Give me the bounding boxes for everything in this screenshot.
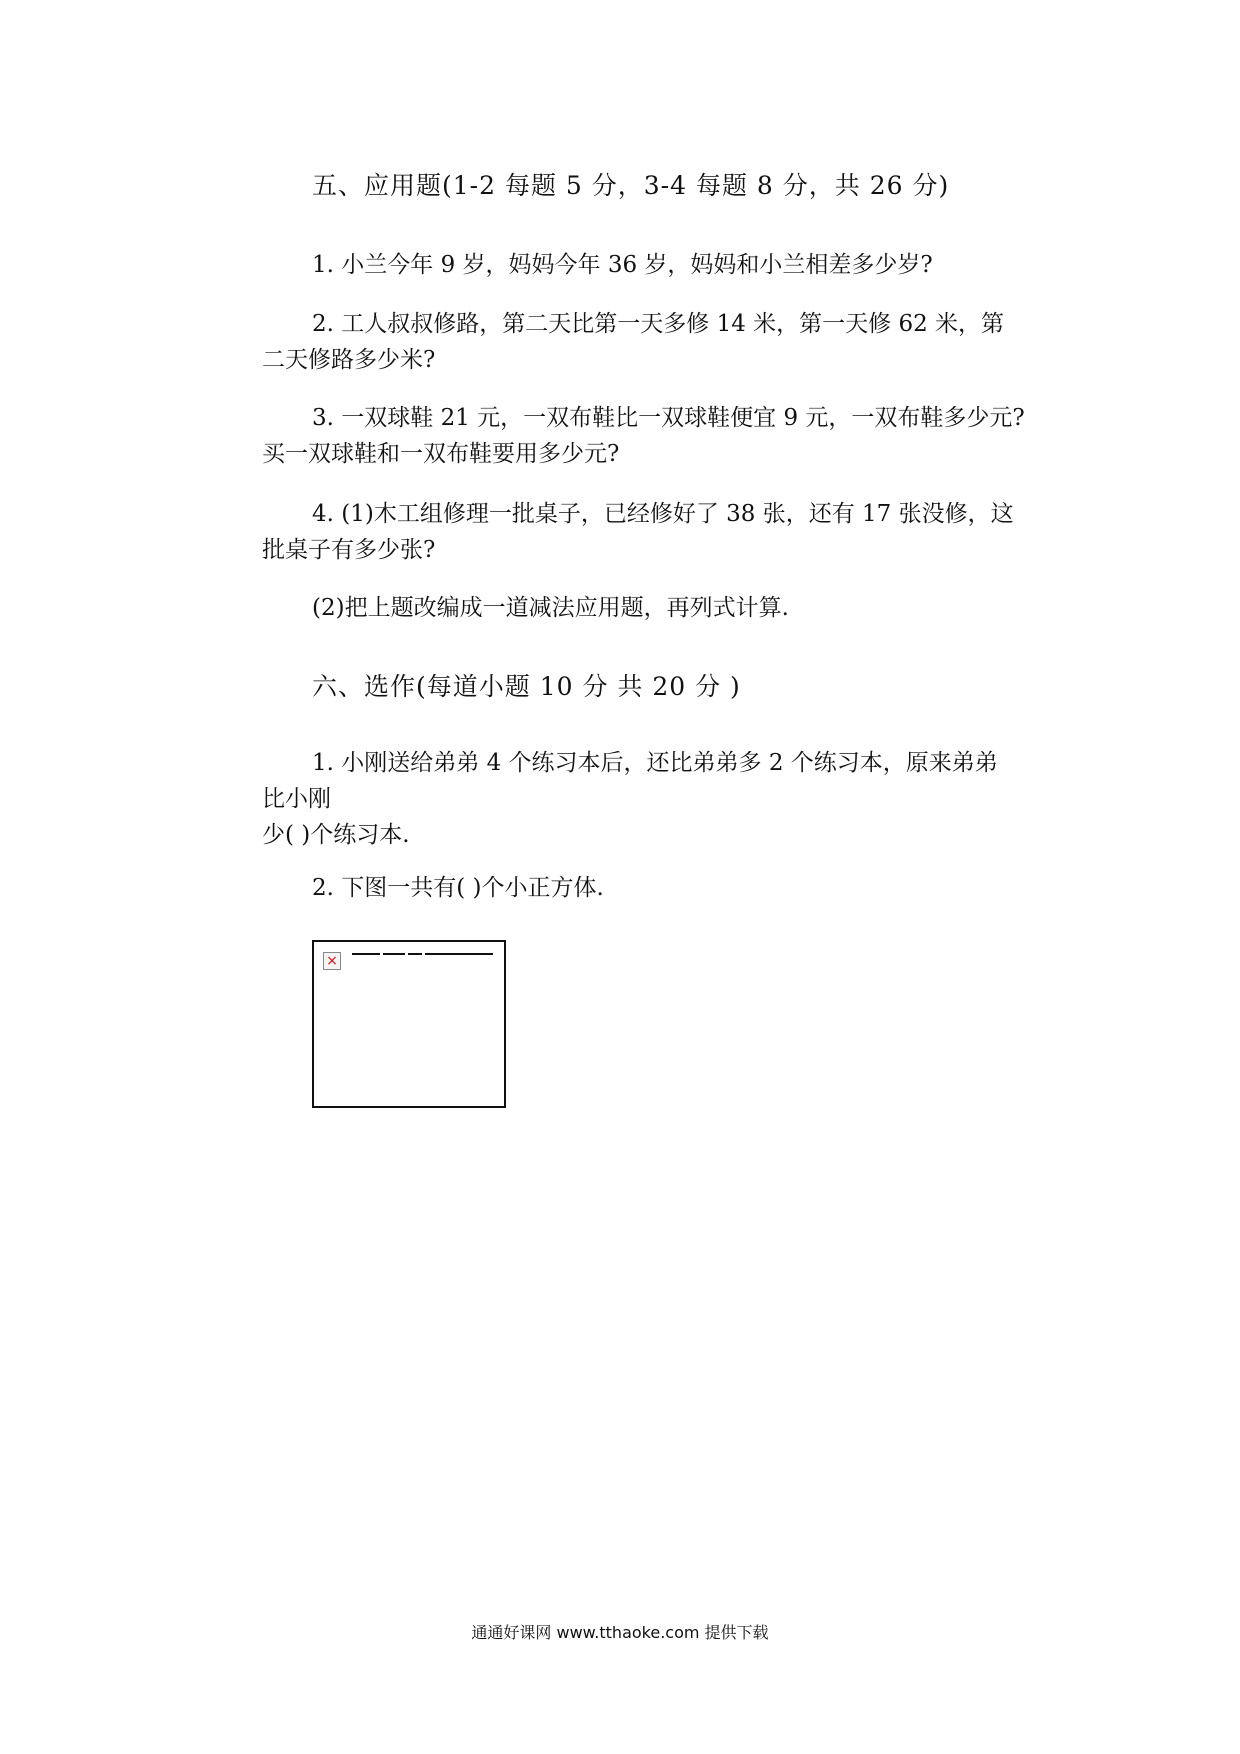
section-6-question-2 [262, 870, 1062, 906]
section-6-question-1 [262, 745, 1062, 853]
question-text: 2. 下图一共有( )个小正方体. [312, 875, 604, 901]
cube-figure-placeholder [312, 940, 506, 1108]
section-6-title: 六、选作(每道小题 10 分 共 20 分 ) [312, 672, 741, 701]
question-text-line-1: 1. 小刚送给弟弟 4 个练习本后，还比弟弟多 2 个练习本，原来弟弟 [312, 750, 998, 776]
question-text-line-1: 3. 一双球鞋 21 元，一双布鞋比一双球鞋便宜 9 元，一双布鞋多少元? [312, 405, 1025, 431]
figure-line-segment [425, 953, 493, 955]
section-5-title: 五、应用题(1-2 每题 5 分，3-4 每题 8 分，共 26 分) [312, 171, 950, 200]
question-text-line-1: 2. 工人叔叔修路，第二天比第一天多修 14 米，第一天修 62 米，第 [312, 311, 1005, 337]
question-text: 1. 小兰今年 9 岁，妈妈今年 36 岁，妈妈和小兰相差多少岁? [312, 252, 933, 278]
section-5-question-2 [262, 306, 1062, 378]
question-text-line-3: 少( )个练习本. [262, 822, 410, 848]
broken-image-icon: × [323, 952, 341, 970]
question-text: (2)把上题改编成一道减法应用题，再列式计算. [312, 595, 789, 621]
question-text-line-2: 二天修路多少米? [262, 347, 436, 373]
question-text-line-2: 批桌子有多少张? [262, 537, 436, 563]
page-footer: 通通好课网 www.tthaoke.com 提供下载 [471, 1623, 769, 1642]
figure-line-segment [408, 953, 422, 955]
section-5-question-1 [262, 247, 1062, 283]
question-text-line-2: 买一双球鞋和一双布鞋要用多少元? [262, 441, 620, 467]
figure-line-segment [383, 953, 405, 955]
section-5-question-3 [262, 400, 1062, 472]
question-text-line-1: 4. (1)木工组修理一批桌子，已经修好了 38 张，还有 17 张没修，这 [312, 501, 1014, 527]
section-5-question-4-part-2 [262, 590, 1062, 626]
section-5-question-4 [262, 496, 1062, 568]
question-text-line-2: 比小刚 [262, 786, 331, 812]
figure-line-segment [352, 953, 380, 955]
